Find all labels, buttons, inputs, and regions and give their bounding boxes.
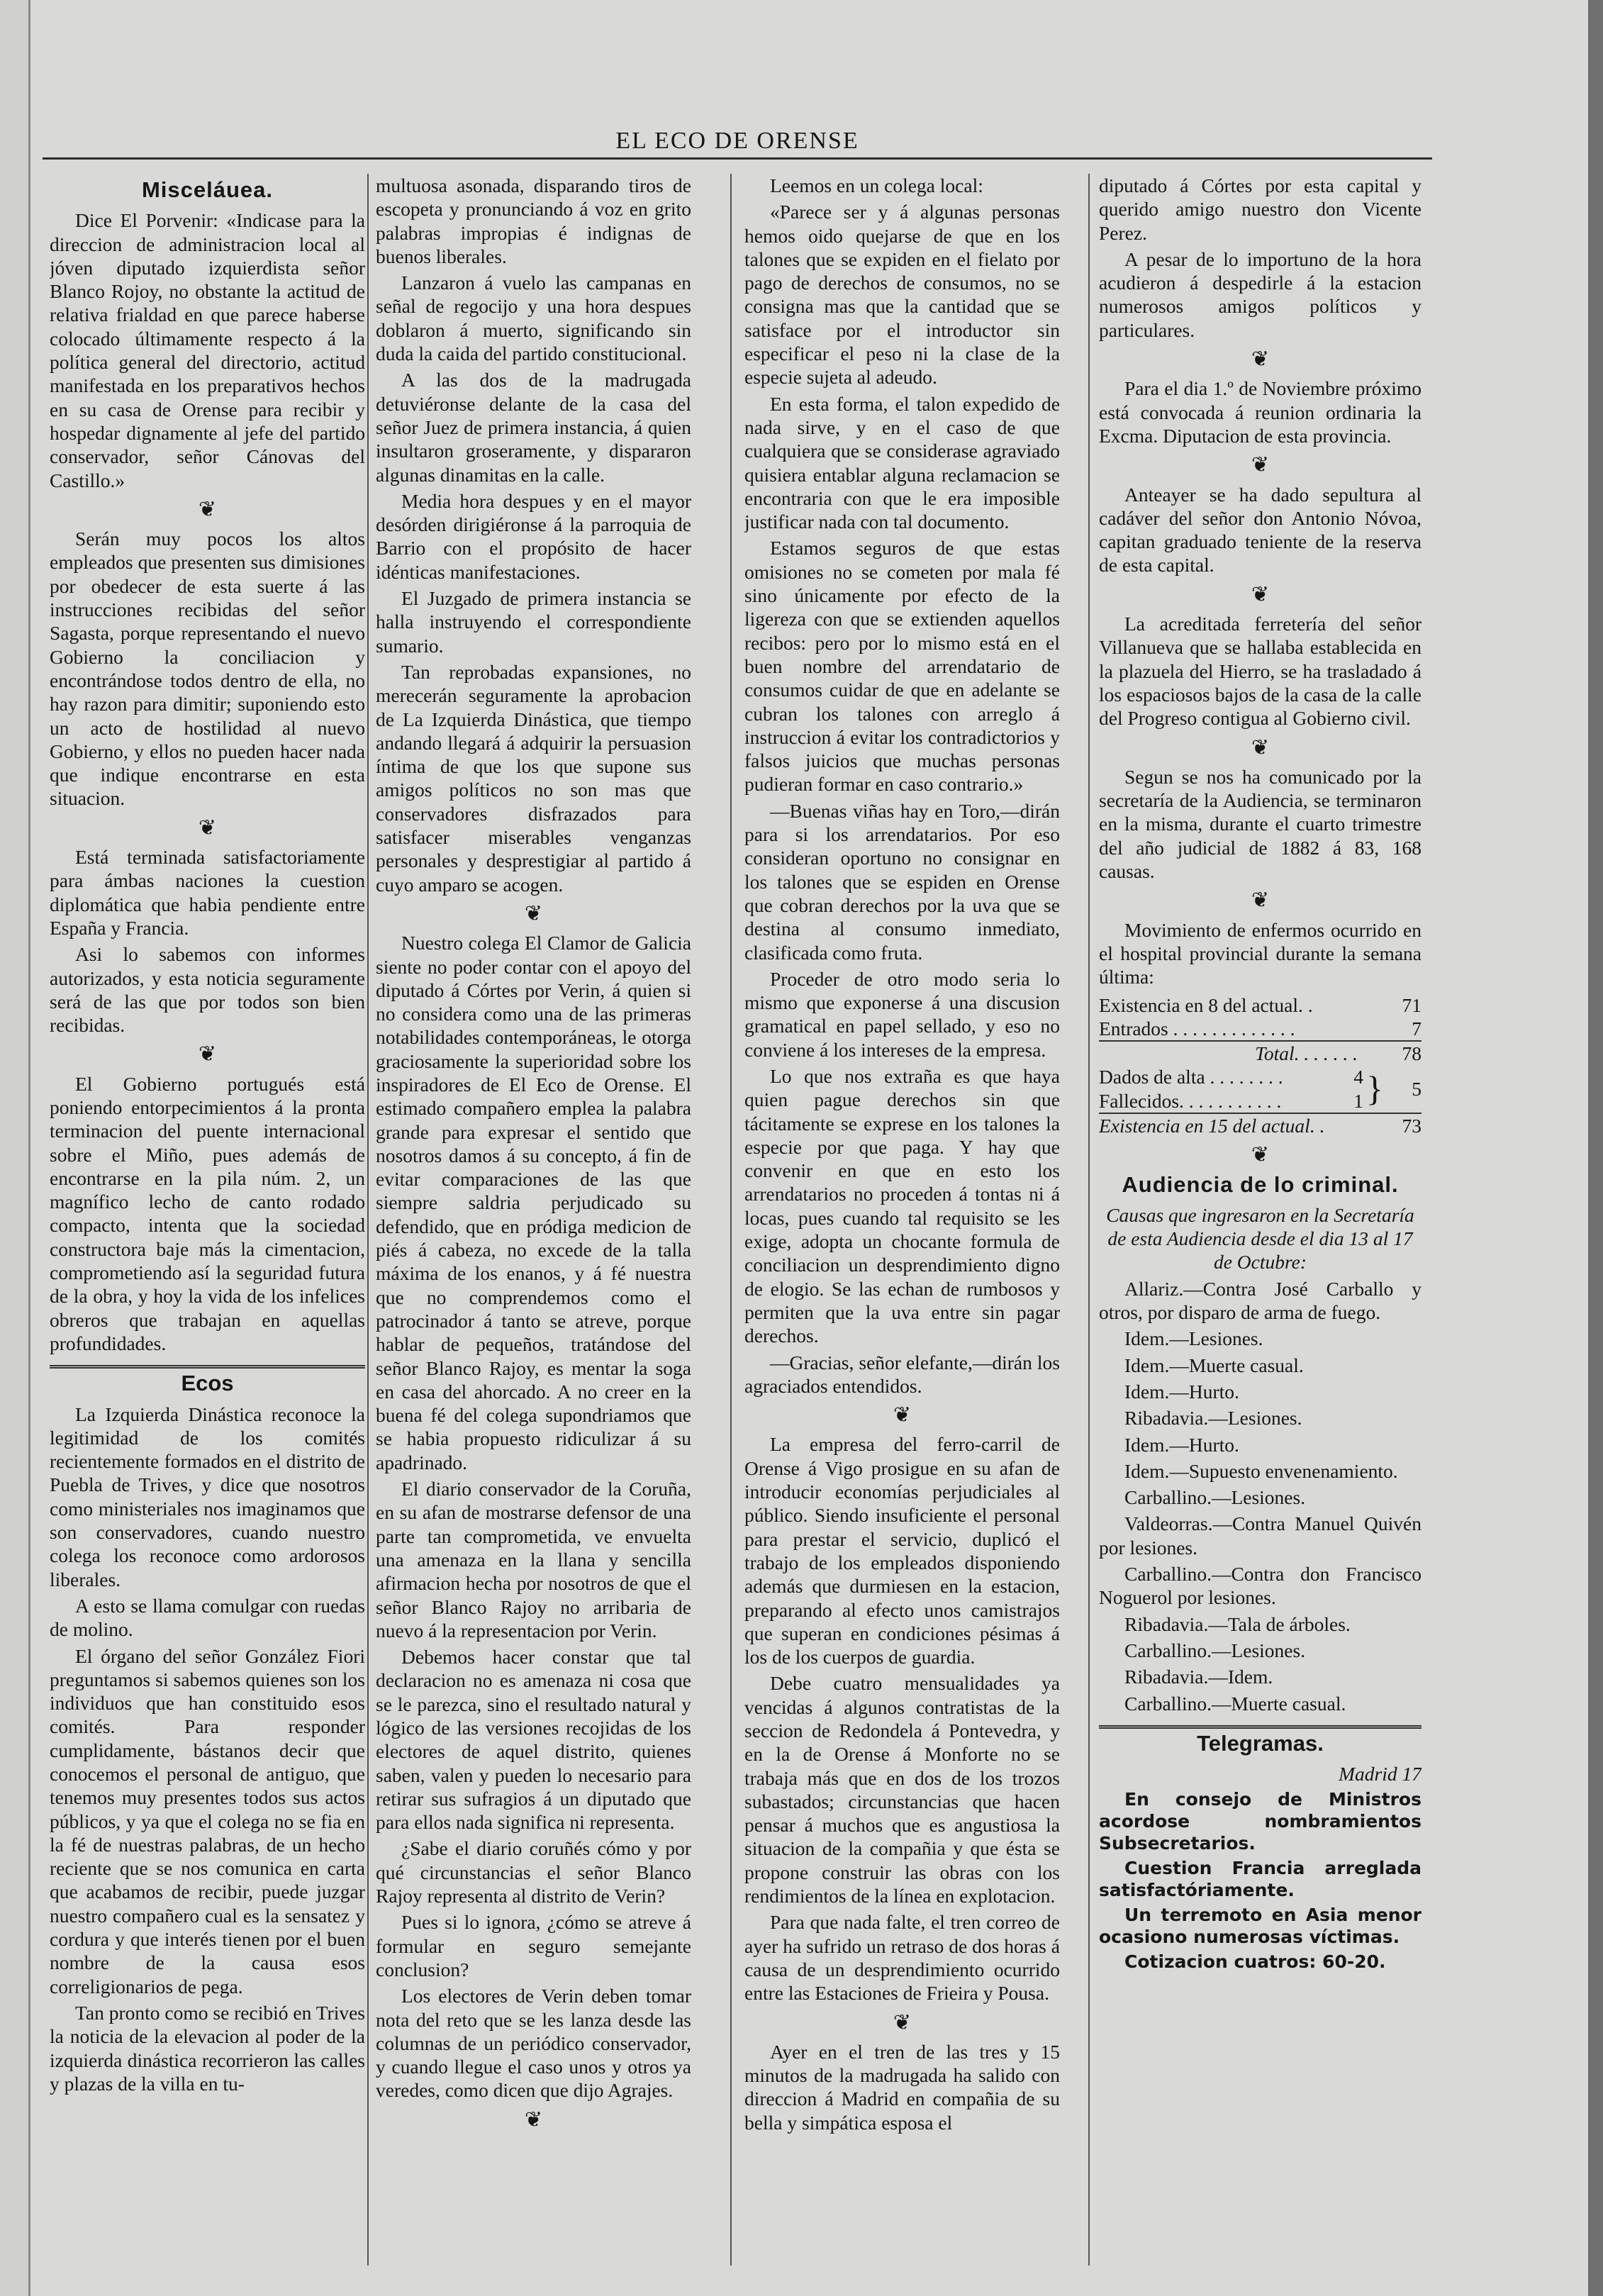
- column-4: [1099, 174, 1422, 2266]
- causa-item: Carballino.—Muerte casual.: [1124, 1692, 1346, 1715]
- article-paragraph: Movimiento de enfermos ocurrido en el hospital provincial durante la semana última:: [1099, 918, 1422, 988]
- fleuron-ornament: ❦: [1251, 888, 1270, 913]
- article-paragraph: Tan reprobadas expansiones, no merecerán seguramente la aprobacion de La Izquierda Dinástica, que tiempo andando llegará á adquirir la persuasion íntima de que los que supone sus amigos políticos no son mas que conservadores disfrazados para satisfacer miserables venganzas personales y desprestigiar al partido á cuyo amparo se acogen.: [376, 660, 691, 896]
- causa-item: Carballino.—Lesiones.: [1124, 1486, 1306, 1509]
- telegram-dateline: Madrid 17: [1339, 1763, 1422, 1785]
- article-paragraph: ¿Sabe el diario coruñés cómo y por qué circunstancias el señor Blanco Rajoy representa al distrito de Verin?: [376, 1837, 691, 1907]
- brace: }: [1366, 1069, 1383, 1109]
- article-paragraph: A esto se llama comulgar con ruedas de molino.: [50, 1594, 365, 1641]
- section-title-telegramas: Telegramas.: [1099, 1725, 1422, 1755]
- telegram-item: Un terremoto en Asia menor ocasiono numerosas víctimas.: [1099, 1905, 1422, 1948]
- hospital-stats-table: [1099, 993, 1422, 1138]
- section-title-ecos: Ecos: [50, 1365, 365, 1395]
- fleuron-ornament: ❦: [1251, 735, 1270, 759]
- fleuron-ornament: ❦: [1251, 453, 1270, 477]
- previous-page-edge: [0, 0, 30, 2296]
- stats-row-existencia: Existencia en 8 del actual. . 71: [1099, 993, 1422, 1016]
- fleuron-ornament: ❦: [1251, 582, 1270, 606]
- article-paragraph: Estamos seguros de que estas omisiones no se cometen por mala fé sino únicamente por efecto de la ligereza con que se extienden aquellos recibos: pero por lo mismo está en el buen nombre del arrendatario de consumos cuidar de que en adelante se cubran los talones con arreglo á instruccion á evitar los contradictorios y falsos juicios que muchas personas pudieran formar en caso contrario.»: [744, 537, 1060, 796]
- column-1: [50, 174, 365, 2266]
- stats-row-final: Existencia en 15 del actual. . 73: [1099, 1113, 1422, 1137]
- causa-item: Idem.—Muerte casual.: [1124, 1354, 1304, 1376]
- article-paragraph: Nuestro colega El Clamor de Galicia siente no poder contar con el apoyo del diputado á Córtes por Verin, á quien si no considera como una de las primeras notabilidades contemporáneas, le otorga graciosamente la superioridad sobre los inspiradores de El Eco de Orense. El estimado compañero emplea la palabra grande para expresar el sentido que nosotros damos á su concepto, á fin de evitar comparaciones de las que siempre saldria perjudicado su defendido, que en pródiga medicion de piés á cabeza, no excede de la talla máxima de los enanos, y á fé nuestra que no comprendemos como el patrocinador á tanto se atreve, porque hablar de pequeños, tratándose del señor Blanco Rajoy, es mentar la soga en casa del ahorcado. A no creer en la buena fé del colega supondriamos que se habia propuesto ridiculizar á su apadrinado.: [376, 932, 691, 1473]
- causa-item: Idem.—Hurto.: [1124, 1433, 1239, 1456]
- article-paragraph: Lo que nos extraña es que haya quien pague derechos sin que tácitamente se exprese en los talones la especie por que paga. Y hay que convenir en que en esto los arrendatarios no proceden á tontas ni á locas, pues cuando tal requisito se les exige, adopta un chocante formula de conciliacion un desprendimiento digno de elogio. Se las echan de rumbosos y permiten que la uva entre sin pagar derechos.: [744, 1064, 1060, 1347]
- causa-item: Ribadavia.—Tala de árboles.: [1124, 1612, 1351, 1635]
- audiencia-subtitle: Causas que ingresaron en la Secretaría de esta Audiencia desde el dia 13 al 17 de Octubre:: [1106, 1203, 1414, 1274]
- fleuron-ornament: ❦: [1251, 347, 1270, 372]
- article-paragraph: Pues si lo ignora, ¿cómo se atreve á formular en seguro semejante conclusion?: [376, 1911, 691, 1980]
- article-paragraph: Segun se nos ha comunicado por la secretaría de la Audiencia, se terminaron en la misma, durante el cuarto trimestre del año judicial de 1882 á 83, 168 causas.: [1099, 765, 1422, 883]
- article-paragraph: —Gracias, señor elefante,—dirán los agraciados entendidos.: [744, 1351, 1060, 1397]
- causa-item: Ribadavia.—Lesiones.: [1124, 1407, 1302, 1430]
- fleuron-ornament: ❦: [198, 1042, 217, 1066]
- causas-list: [1099, 1277, 1422, 1715]
- telegram-item: En consejo de Ministros acordose nombramientos Subsecretarios.: [1099, 1789, 1422, 1854]
- stats-row-dados: Dados de alta . . . . . . . . 4: [1099, 1066, 1363, 1088]
- article-paragraph: Debe cuatro mensualidades ya vencidas á algunos contratistas de la seccion de Redondela á Pontevedra, y en la de Orense á Monforte no se trabaja más que en dos de los trozos subastados; circunstancias que hacen pensar á muchos que es angustiosa la situacion de la compañia y que ésta se propone construir las obras con los rendimientos de la línea en explotacion.: [744, 1672, 1060, 1907]
- column-2: [376, 174, 691, 2266]
- causa-item: Idem.—Supuesto envenenamiento.: [1124, 1459, 1398, 1482]
- article-paragraph: Media hora despues y en el mayor desórden dirigiéronse á la parroquia de Barrio con el propósito de hacer idénticas manifestaciones.: [376, 489, 691, 583]
- article-paragraph: A las dos de la madrugada detuviéronse delante de la casa del señor Juez de primera instancia, á quien insultaron groseramente, y dispararon algunas dinamitas en la calle.: [376, 369, 691, 486]
- fleuron-ornament: ❦: [198, 497, 217, 521]
- telegram-item: Cuestion Francia arreglada satisfactóriamente.: [1099, 1858, 1422, 1901]
- article-paragraph: Leemos en un colega local:: [770, 174, 983, 196]
- causa-item: Allariz.—Contra José Carballo y otros, por disparo de arma de fuego.: [1099, 1277, 1422, 1324]
- causa-item: Carballino.—Lesiones.: [1124, 1639, 1306, 1661]
- page-header: EL ECO DE ORENSE: [615, 128, 859, 154]
- article-paragraph: Está terminada satisfactoriamente para ámbas naciones la cuestion diplomática que habia pendiente entre España y Francia.: [50, 846, 365, 939]
- fleuron-ornament: ❦: [198, 815, 217, 840]
- column-rule-2: [730, 174, 732, 2266]
- article-paragraph: —Buenas viñas hay en Toro,—dirán para si los arrendatarios. Por eso consideran oportuno no consignar en los talones que se espiden en Orense que cobran derechos por la uva que se destina al consumo inmediato, clasificada como fruta.: [744, 799, 1060, 964]
- causa-item: Valdeorras.—Contra Manuel Quivén por lesiones.: [1099, 1512, 1422, 1559]
- fleuron-ornament: ❦: [893, 2010, 912, 2034]
- article-paragraph: Proceder de otro modo seria lo mismo que exponerse á una discusion gramatical en papel sellado, y eso no conviene á los intereses de la empresa.: [744, 967, 1060, 1061]
- article-paragraph: A pesar de lo importuno de la hora acudieron á despedirle á la estacion numerosos amigos políticos y particulares.: [1099, 247, 1422, 341]
- article-paragraph: Para el dia 1.º de Noviembre próximo está convocada á reunion ordinaria la Excma. Diputacion de esta provincia.: [1099, 377, 1422, 447]
- article-paragraph: Dice El Porvenir: «Indicase para la direccion de administracion local al jóven diputado izquierdista señor Blanco Rojoy, no obstante la actitud de relativa frialdad en que parece haberse colocado últimamente respecto á la política general del directorio, actitud manifestada en los preparativos hechos en su casa de Orense para recibir y hospedar dignamente al jefe del partido conservador, señor Cánovas del Castillo.»: [50, 209, 365, 491]
- fleuron-ornament: ❦: [893, 1403, 912, 1427]
- article-paragraph: Tan pronto como se recibió en Trives la noticia de la elevacion al poder de la izquierda dinástica recorrieron las calles y plazas de la villa en tu-: [50, 2001, 365, 2095]
- stats-salidas-value: 5: [1412, 1078, 1422, 1100]
- article-paragraph: Lanzaron á vuelo las campanas en señal de regocijo y una hora despues doblaron á muerto, significando sin duda la caida del partido constitucional.: [376, 272, 691, 365]
- article-paragraph: El Juzgado de primera instancia se halla instruyendo el correspondiente sumario.: [376, 587, 691, 657]
- article-paragraph: En esta forma, el talon expedido de nada sirve, y en el caso de que cualquiera que se considerase agraviado quisiera entablar alguna reclamacion se encontraria con que le era imposible justificar nada con tal documento.: [744, 392, 1060, 533]
- article-paragraph: Los electores de Verin deben tomar nota del reto que se les lanza desde las columnas de un periódico conservador, y cuando llegue el caso unos y otros ya veredes, como dicen que dijo Agrajes.: [376, 1985, 691, 2102]
- article-paragraph: Anteayer se ha dado sepultura al cadáver del señor don Antonio Nóvoa, capitan graduado teniente de la reserva de esta capital.: [1099, 483, 1422, 576]
- column-rule-3: [1088, 174, 1090, 2266]
- fleuron-ornament: ❦: [524, 901, 543, 925]
- header-rule: [43, 157, 1432, 160]
- section-title-miscelanea: Misceláuea.: [141, 177, 274, 202]
- causa-item: Idem.—Hurto.: [1124, 1380, 1239, 1403]
- section-title-audiencia: Audiencia de lo criminal.: [1122, 1171, 1399, 1197]
- causa-item: Carballino.—Contra don Francisco Noguerol por lesiones.: [1099, 1563, 1422, 1609]
- article-paragraph: multuosa asonada, disparando tiros de escopeta y pronunciando á voz en grito palabras impropias é indignas de buenos liberales.: [376, 174, 691, 267]
- stats-row-total: Total. . . . . . . 78: [1255, 1042, 1422, 1065]
- article-paragraph: Para que nada falte, el tren correo de ayer ha sufrido un retraso de dos horas á causa de un desprendimiento ocurrido entre las Estaciones de Frieira y Pousa.: [744, 1911, 1060, 2005]
- fleuron-ornament: ❦: [1251, 1143, 1270, 1167]
- stats-row-entrados: Entrados . . . . . . . . . . . . . 7: [1099, 1017, 1422, 1042]
- stats-outflow-group: [1099, 1065, 1422, 1113]
- article-paragraph: La empresa del ferro-carril de Orense á Vigo prosigue en su afan de introducir economías perjudiciales al público. Siendo insuficiente el personal para prestar el servicio, duplicó el trabajo de los empleados disponiendo además que durmiesen en la estacion, preparando al efecto unos camistrajos que superan en condiciones pésimas á los de los cuerpos de guardia.: [744, 1433, 1060, 1668]
- fleuron-ornament: ❦: [524, 2107, 543, 2131]
- article-paragraph: La Izquierda Dinástica reconoce la legitimidad de los comités recientemente formados en el distrito de Puebla de Trives, y dice que nosotros como ministeriales nos imaginamos que son conservadores, cuando nuestro colega los reconoce como ardorosos liberales.: [50, 1403, 365, 1590]
- causa-item: Idem.—Lesiones.: [1124, 1327, 1263, 1350]
- article-paragraph: Serán muy pocos los altos empleados que presenten sus dimisiones por obedecer de esta suerte á las instrucciones recibidas del señor Sagasta, porque representando el nuevo Gobierno la conciliacion y encontrándose todos dentro de ella, no hay razon para dimitir; suponiendo esto un acto de hostilidad al nuevo Gobierno, y ellos no pueden hacer nada que indique encontrarse en esta situacion.: [50, 528, 365, 810]
- article-paragraph: El Gobierno portugués está poniendo entorpecimientos á la pronta terminacion del puente internacional sobre el Miño, pues además de encontrarse en la pila núm. 2, un magnífico lecho de canto rodado compacto, intenta que la sociedad constructora baje más la cimentacion, comprometiendo así la seguridad futura de la obra, y hoy la vida de los infelices obreros que trabajan en aquellas profundidades.: [50, 1072, 365, 1354]
- article-paragraph: diputado á Córtes por esta capital y querido amigo nuestro don Vicente Perez.: [1099, 174, 1422, 244]
- article-paragraph: «Parece ser y á algunas personas hemos oido quejarse de que en los talones que se expiden en el fielato por pago de derechos de consumos, no se consigna mas que la cantidad que se satisface por el introductor sin especificar el peso ni la clase de la especie sujeta al adeudo.: [744, 201, 1060, 389]
- article-paragraph: El órgano del señor González Fiori preguntamos si sabemos quienes son los individuos que han constituido esos comités. Para responder cumplidamente, bástanos decir que conocemos el personal de antiguo, que tenemos muy presentes todos sus actos públicos, y ya que el colega no se fia en la fé de nuestras palabras, de un hecho reciente que se nos comunica en carta que acabamos de recibir, puede juzgar nuestro compañero cual es la sensatez y cordura y que interés tienen por el buen nombre de la causa esos correligionarios de pega.: [50, 1644, 365, 1997]
- article-paragraph: Asi lo sabemos con informes autorizados, y esta noticia seguramente será de las que por todos son bien recibidas.: [50, 943, 365, 1037]
- stats-row-fallecidos: Fallecidos. . . . . . . . . . . 1: [1099, 1089, 1363, 1112]
- article-paragraph: El diario conservador de la Coruña, en su afan de mostrarse defensor de una parte tan comprometida, ve envuelta una amenaza en la llana y sencilla afirmacion hecha por nosotros de que el señor Blanco Rajoy no arribaria de nuevo á la representacion por Verin.: [376, 1478, 691, 1642]
- article-paragraph: La acreditada ferretería del señor Villanueva que se hallaba establecida en la plazuela del Hierro, se ha trasladado á los espaciosos bajos de la casa de la calle del Progreso contigua al Gobierno civil.: [1099, 613, 1422, 730]
- telegram-item: Cotizacion cuatros: 60-20.: [1124, 1951, 1386, 1973]
- column-rule-1: [367, 174, 369, 2266]
- causa-item: Ribadavia.—Idem.: [1124, 1666, 1273, 1688]
- article-paragraph: Ayer en el tren de las tres y 15 minutos de la madrugada ha salido con direccion á Madrid en compañia de su bella y simpática esposa el: [744, 2040, 1060, 2134]
- column-3: [744, 174, 1060, 2266]
- article-paragraph: Debemos hacer constar que tal declaracion no es amenaza ni cosa que se le parezca, sino el resultado natural y lógico de las versiones recojidas de los electores de aquel distrito, quienes saben, valen y pueden lo necesario para retirar sus sufragios á un diputado que para ellos nada significa ni representa.: [376, 1646, 691, 1834]
